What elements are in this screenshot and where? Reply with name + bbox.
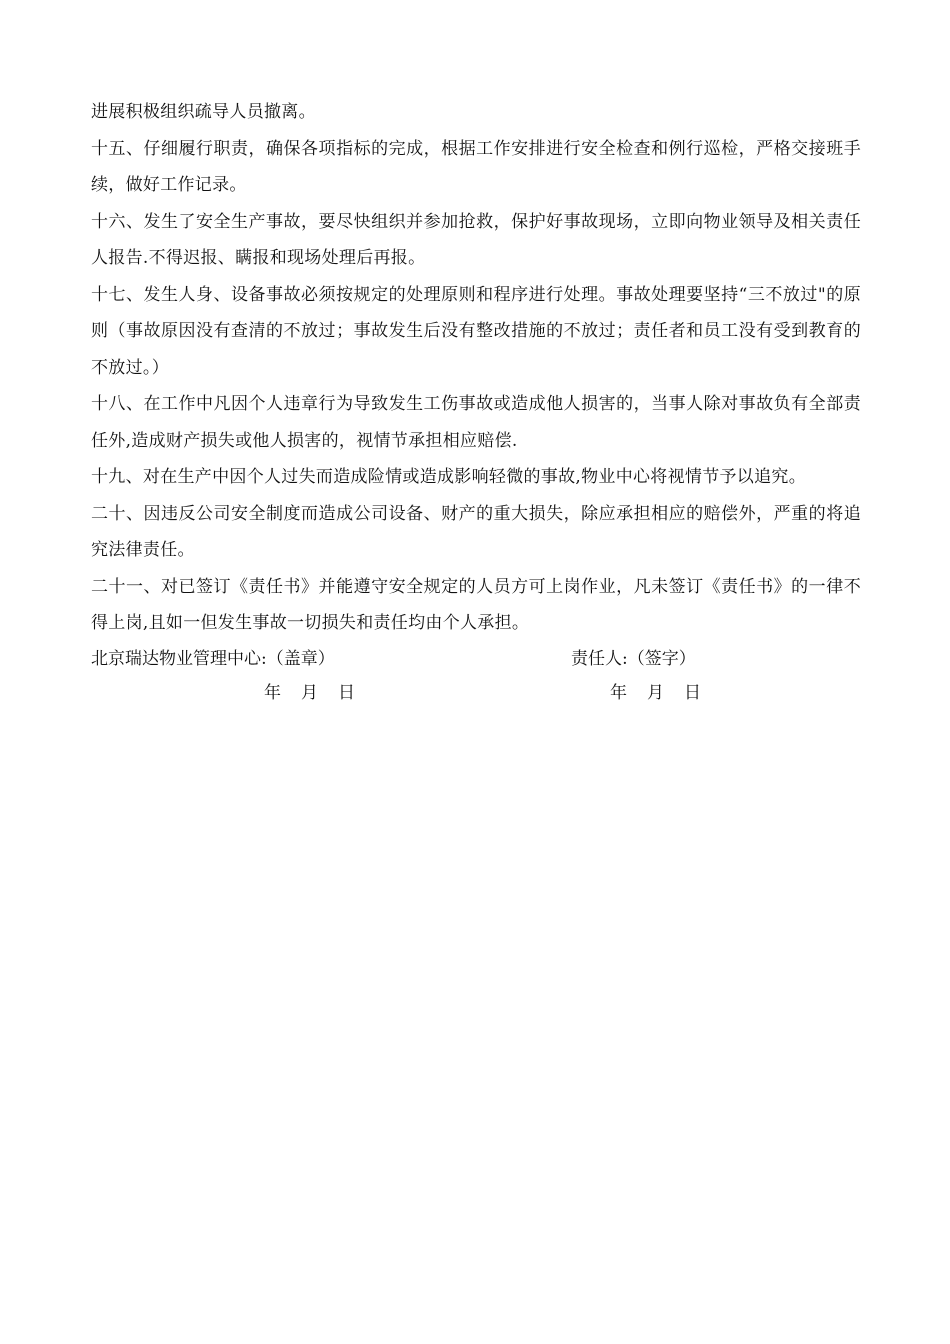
responsible-date-month: 月 — [647, 682, 664, 703]
responsible-person-date — [610, 676, 701, 710]
clause-21: 二十一、对已签订《责任书》并能遵守安全规定的人员方可上岗作业，凡未签订《责任书》的一律不得上岗,且如一但发生事故一切损失和责任均由个人承担。 — [91, 576, 861, 633]
signature-row — [91, 642, 861, 676]
clause-19: 十九、对在生产中因个人过失而造成险情或造成影响轻微的事故,物业中心将视情节予以追究。 — [91, 467, 807, 487]
responsible-date-day: 日 — [684, 682, 701, 703]
company-date-year: 年 — [264, 682, 281, 703]
clause-15: 十五、仔细履行职责，确保各项指标的完成，根据工作安排进行安全检查和例行巡检，严格交接班手续，做好工作记录。 — [91, 138, 861, 195]
date-row — [91, 676, 861, 710]
company-date-day: 日 — [338, 682, 355, 703]
document-body — [91, 94, 861, 710]
clause-16: 十六、发生了安全生产事故，要尽快组织并参加抢救，保护好事故现场，立即向物业领导及相关责任人报告.不得迟报、瞒报和现场处理后再报。 — [91, 211, 861, 268]
clause-20: 二十、因违反公司安全制度而造成公司设备、财产的重大损失，除应承担相应的赔偿外，严重的将追究法律责任。 — [91, 503, 861, 560]
clause-18: 十八、在工作中凡因个人违章行为导致发生工伤事故或造成他人损害的，当事人除对事故负有全部责任外,造成财产损失或他人损害的，视情节承担相应赔偿. — [91, 394, 861, 451]
company-date — [264, 676, 355, 710]
responsible-date-year: 年 — [610, 682, 627, 703]
company-date-month: 月 — [301, 682, 318, 703]
company-seal-label: 北京瑞达物业管理中心:（盖章） — [91, 648, 335, 669]
paragraph-continuation: 进展积极组织疏导人员撤离。 — [91, 102, 316, 122]
responsible-person-signature-label: 责任人:（签字） — [571, 648, 696, 669]
clause-17: 十七、发生人身、设备事故必须按规定的处理原则和程序进行处理。事故处理要坚持“三不放过"的原则（事故原因没有查清的不放过；事故发生后没有整改措施的不放过；责任者和员工没有受到教育的不放过。） — [91, 284, 861, 378]
